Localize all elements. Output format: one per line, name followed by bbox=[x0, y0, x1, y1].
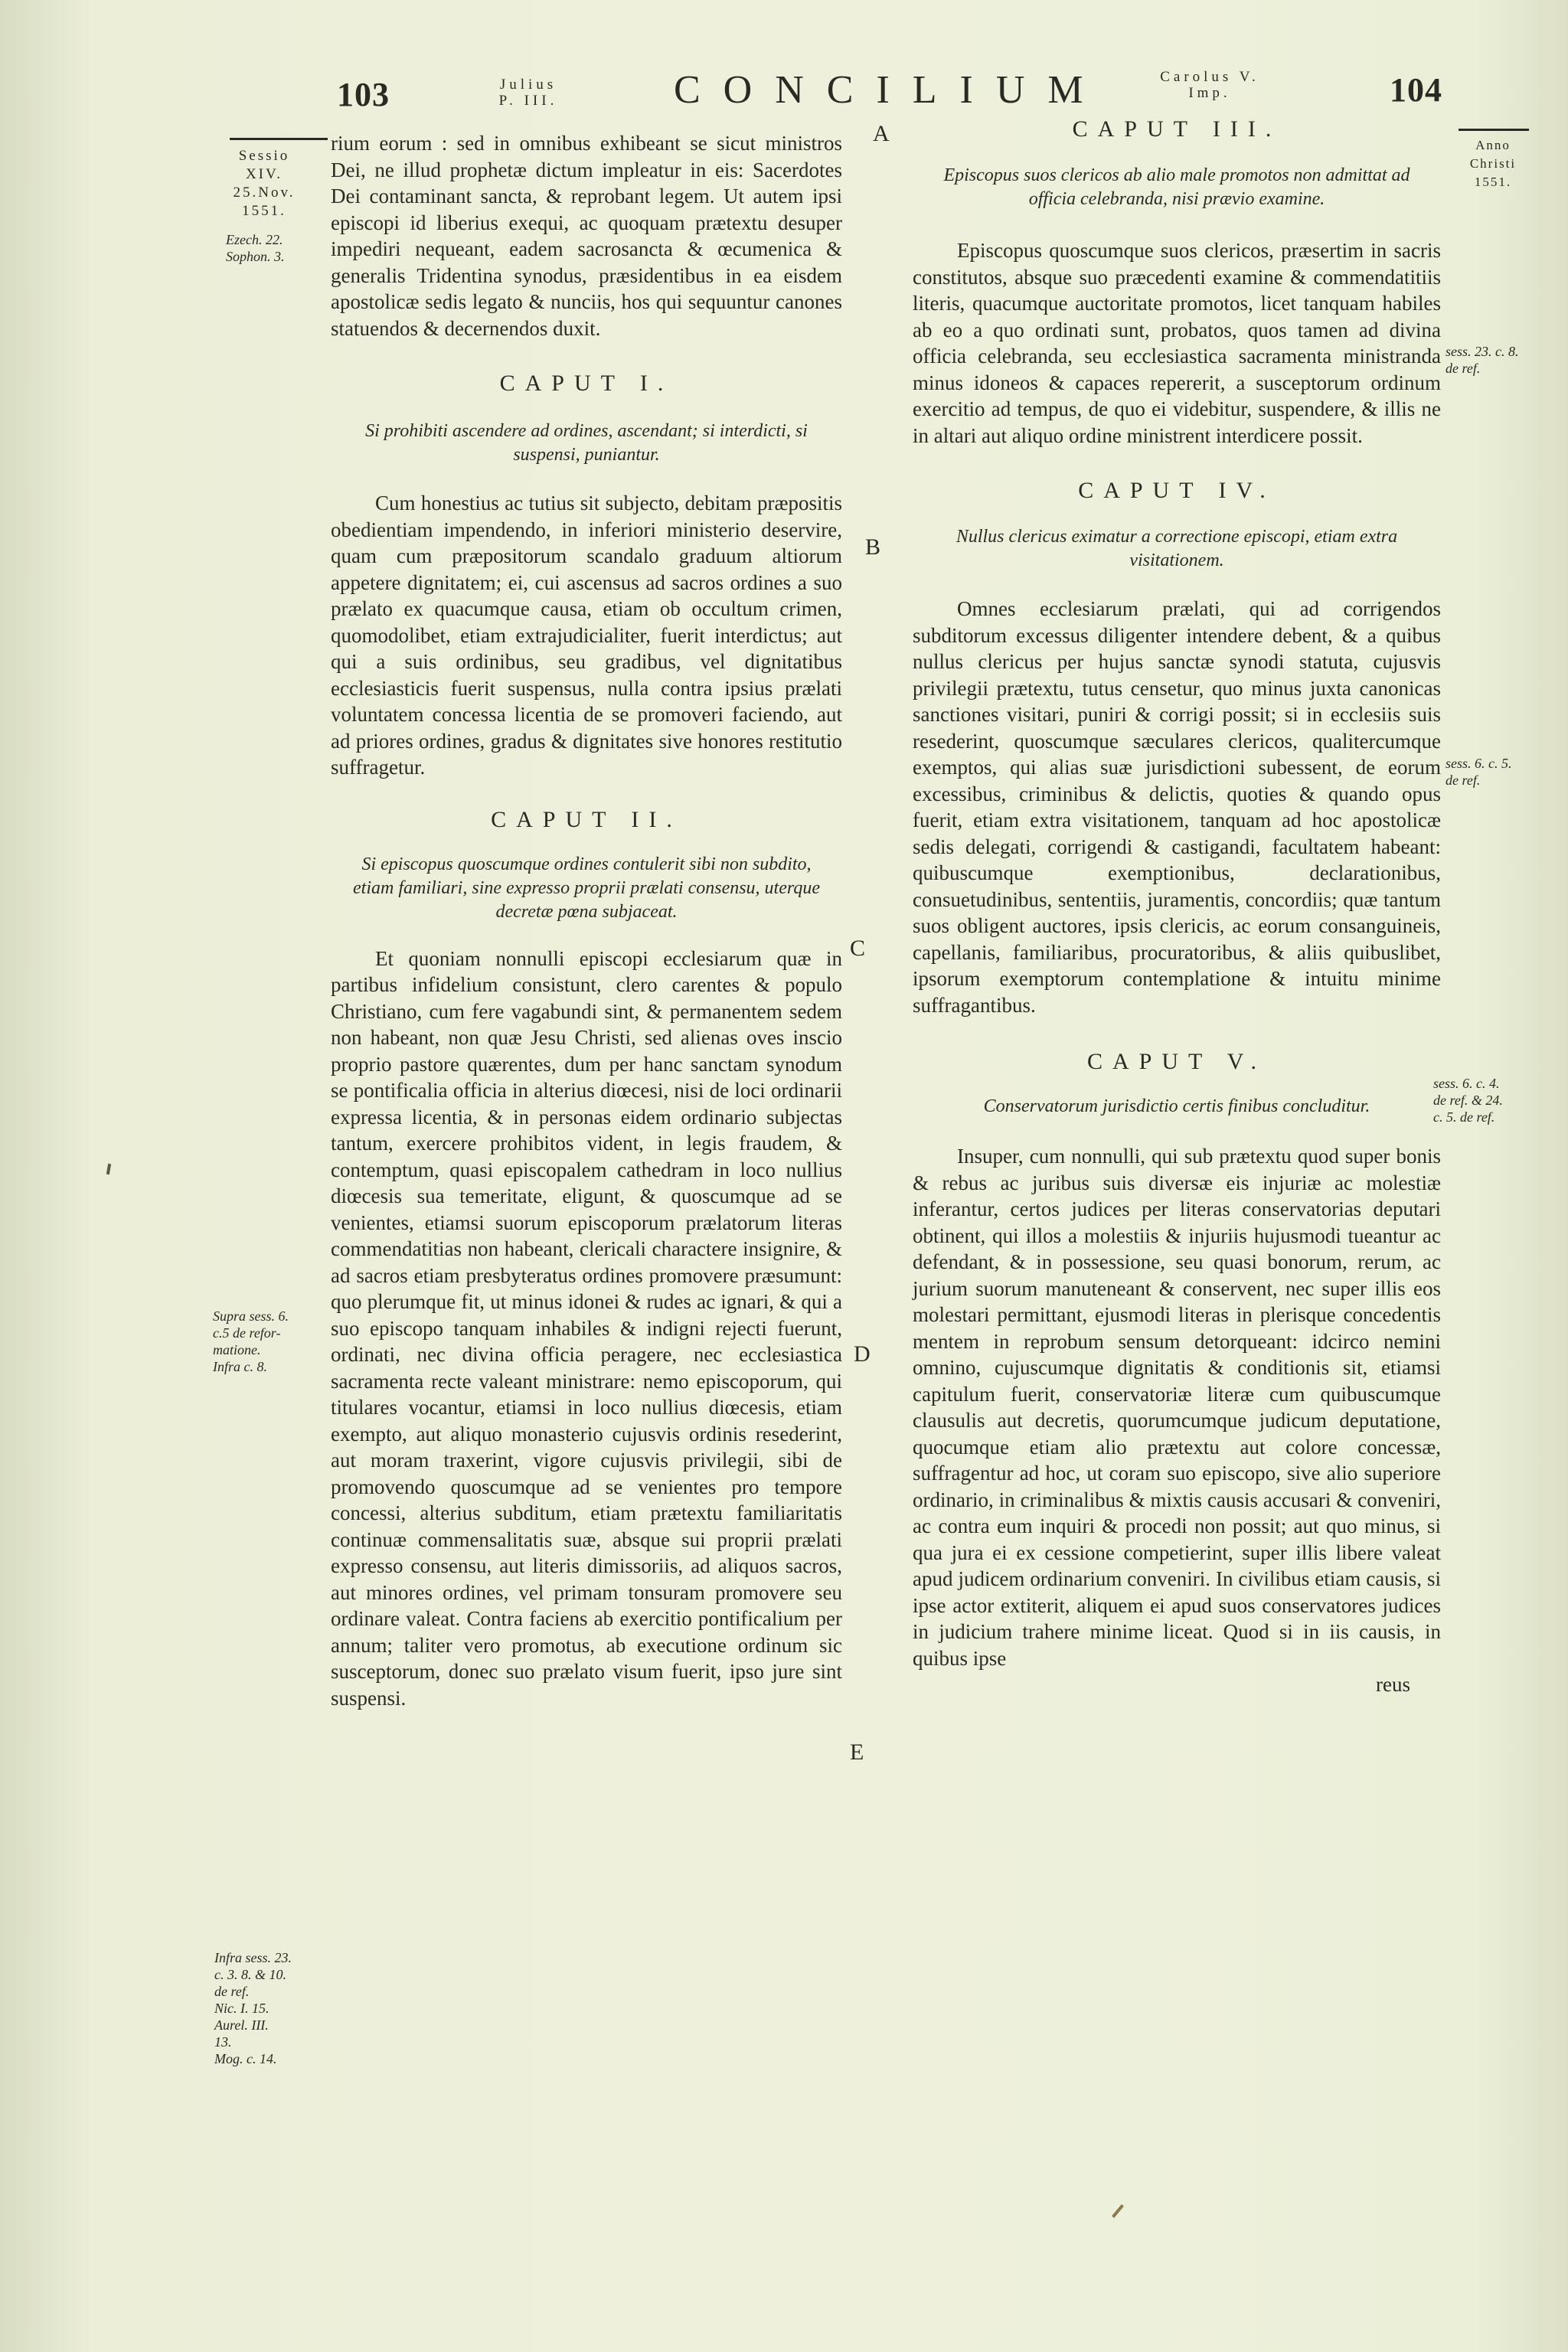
margin-ref-mid-line3: matione. bbox=[213, 1342, 261, 1357]
running-head-right-line2: Imp. bbox=[1188, 85, 1231, 101]
paper-speck bbox=[106, 1164, 111, 1174]
margin-ref-bottom bbox=[214, 1949, 322, 2067]
left-intro-paragraph: rium eorum : sed in omnibus exhibeant se sicut ministros Dei, ne illud prophetæ dictum impleatur in eis: Sacerdotes Dei contaminant sancta, & reprobant legem. Ut autem ipsi episcopi id liberius exequi, ac quoquam prætextu desuper impediri nequeant, eadem sacrosancta & œcumenica & generalis Tridentina synodus, præsidentibus in ea eisdem apostolicæ sedis legato & nunciis, hos qui sequuntur canones statuendos & decernendos duxit. bbox=[331, 132, 842, 340]
left-column bbox=[331, 130, 842, 1711]
caput-1-heading: CAPUT I. bbox=[499, 371, 674, 396]
right-column bbox=[913, 116, 1441, 1698]
margin-ref-mid-line4: Infra c. 8. bbox=[213, 1359, 267, 1374]
margin-anno-line1: Anno bbox=[1475, 138, 1511, 152]
margin-ref-right-3-line1: sess. 6. c. 4. bbox=[1433, 1076, 1500, 1091]
caput-4-heading: CAPUT IV. bbox=[1078, 478, 1276, 503]
margin-ref-bottom-line4: Nic. I. 15. bbox=[214, 2001, 270, 2016]
margin-session-line4: 1551. bbox=[242, 203, 286, 219]
margin-ref-bottom-line5: Aurel. III. bbox=[214, 2017, 269, 2033]
caput-4-text: Omnes ecclesiarum prælati, qui ad corrigendos subditorum excessus diligenter intendere debent, & a quibus nullus clericus per hujus sanctæ synodi statuta, cujusvis privilegii prætextu, tutus censetur, quo minus juxta canonicas sanctiones visitari, puniri & corrigi possit; si in ecclesiis suis resederint, quoscumque sæculares clericos, qualitercumque exemptos, qui alias suæ jurisdictioni subessent, de eorum excessibus, criminibus & delictis, quoties & quando opus fuerit, etiam extra visitationem, tanquam ad hoc apostolicæ sedis delegati, corrigendi & castigandi, facultatem habeant: quibuscumque exemptionibus, declarationibus, consuetudinibus, sententiis, juramentis, concordiis; quæ tantum suos obligent auctores, ipsis clericis, ac eorum consanguineis, capellanis, familiaribus, procuratoribus, & aliis quibuslibet, ipsorum exemptorum contemplatione & intuitu minime suffragantibus. bbox=[913, 597, 1441, 1017]
running-head-left bbox=[475, 77, 582, 109]
running-head-right bbox=[1125, 69, 1294, 101]
margin-ref-right-2 bbox=[1446, 755, 1545, 789]
page-number-left: 103 bbox=[337, 76, 390, 113]
margin-ref-right-2-line2: de ref. bbox=[1446, 773, 1481, 788]
margin-ref-right-3-line2: de ref. & 24. bbox=[1433, 1093, 1503, 1108]
margin-anno-line3: 1551. bbox=[1474, 175, 1512, 189]
margin-ref-right-1-line1: sess. 23. c. 8. bbox=[1446, 344, 1519, 359]
caput-1-text: Cum honestius ac tutius sit subjecto, debitam præpositis obedientiam impendendo, in inferiori ministerio deservire, quam cum præpositorum scandalo graduum altiorum appetere dignitatem; ei, cui ascensus ad sacros ordines a suo prælato ex quacumque causa, etiam ob occultum crimen, quomodolibet, etiam extrajudicialiter, fuerit interdictus; aut qui a suis ordinibus, seu gradibus, vel dignitatibus ecclesiasticis fuerit suspensus, nulla contra ipsius prælati voluntatem concessa licentia de se promoveri faciendo, aut ad priores ordines, gradus & dignitates sive honores restitutio suffragetur. bbox=[331, 492, 842, 779]
margin-anno-christi bbox=[1455, 136, 1531, 191]
catchword: reus bbox=[1376, 1673, 1410, 1696]
margin-ref-bottom-line3: de ref. bbox=[214, 1984, 250, 1999]
margin-ref-mid-line2: c.5 de refor- bbox=[213, 1325, 281, 1341]
margin-ref-bottom-line7: Mog. c. 14. bbox=[214, 2051, 277, 2066]
margin-ref-right-3-line3: c. 5. de ref. bbox=[1433, 1109, 1495, 1125]
running-head-left-line2: P. III. bbox=[498, 93, 558, 109]
margin-ref-bottom-line6: 13. bbox=[214, 2034, 232, 2050]
margin-session-line3: 25.Nov. bbox=[233, 185, 296, 201]
margin-ref-right-2-line1: sess. 6. c. 5. bbox=[1446, 756, 1512, 771]
caput-2-summary: Si episcopus quoscumque ordines contulerit sibi non subdito, etiam familiari, sine expresso proprii prælati consensu, uterque decretæ pœna subjaceat. bbox=[353, 854, 820, 922]
caput-1-summary: Si prohibiti ascendere ad ordines, ascendant; si interdicti, si suspensi, puniantur. bbox=[365, 421, 808, 465]
margin-ref-bottom-line2: c. 3. 8. & 10. bbox=[214, 1967, 286, 1982]
header-rule-right bbox=[1459, 129, 1529, 131]
margin-anno-line2: Christi bbox=[1469, 156, 1517, 171]
running-title: CONCILIUM bbox=[674, 68, 1106, 112]
caput-2-heading: CAPUT II. bbox=[491, 806, 682, 832]
margin-session-note bbox=[214, 147, 314, 220]
caput-3-text: Episcopus quoscumque suos clericos, præsertim in sacris constitutos, absque suo præcedenti examine & commendatitiis literis, quacumque auctoritate promotos, licet tanquam habiles ab eo a quo ordinati sunt, probatos, quos tamen ad divina officia celebranda, seu ecclesiastica sacramenta ministranda minus idoneos & capaces repererit, a susceptorum ordinum exercitio ad tempus, de quo ei videbitur, suspendere, & illis ne in altari aut aliquo ordine ministrent interdicere possit. bbox=[913, 239, 1441, 447]
caput-5-summary: Conservatorum jurisdictio certis finibus concluditur. bbox=[983, 1096, 1370, 1116]
margin-ref-right-1-line2: de ref. bbox=[1446, 361, 1481, 376]
margin-session-line1: Sessio bbox=[238, 148, 290, 164]
section-letter-b: B bbox=[865, 534, 881, 560]
section-letter-a: A bbox=[873, 121, 890, 146]
margin-ref-right-1 bbox=[1446, 343, 1545, 377]
caput-5-text: Insuper, cum nonnulli, qui sub prætextu quod super bonis & rebus ac juribus suis diversæ eis injuriæ ac molestiæ inferantur, certos judices per literas conservatorias deputari obtinent, qui illos a molestiis & injuriis hujusmodi tueantur ac defendant, & in possessione, seu quasi bonorum, rerum, ac jurium suorum manuteneant & conservent, nec super illis eos molestari permittant, ejusmodi literas in plerisque concedentis mentem in reprobum sensum detorqueant: idcirco nemini omnino, cujuscumque dignitatis & conditionis sit, etiamsi capitulum fuerit, conservatoriæ literæ cum quibuscumque clausulis aut decretis, quorumcumque judicum deputatione, quocumque etiam alio prætextu aut colore concessæ, suffragentur ad hoc, ut coram suo episcopo, sive alio superiore ordinario, in criminalibus & mixtis causis accusari & conveniri, ac contra eum inquiri & procedi non possit; aut quo minus, si qua jura ei ex cessione competierint, super illis libere valeat apud judicem ordinarium conveniri. In civilibus etiam causis, si ipse actor extiterit, aliquem ei apud suos conservatores judices in judicium trahere minime liceat. Quod si in iis causis, in quibus ipse bbox=[913, 1145, 1441, 1670]
margin-ref-top-line1: Ezech. 22. bbox=[226, 232, 283, 247]
caput-5-heading: CAPUT V. bbox=[1086, 1049, 1267, 1074]
margin-ref-mid-line1: Supra sess. 6. bbox=[213, 1308, 289, 1324]
margin-ref-right-3 bbox=[1433, 1075, 1540, 1125]
margin-ref-top bbox=[226, 231, 318, 265]
margin-session-line2: XIV. bbox=[245, 166, 283, 182]
caput-2-text: Et quoniam nonnulli episcopi ecclesiarum quæ in partibus infidelium consistunt, clero carentes & populo Christiano, cum fere vagabundi sint, & permanentem sedem non habeant, non quæ Jesu Christi, sed alienas oves inscio proprio pastore quærentes, dum per hanc sanctam synodum se pontificalia officia in alterius diœcesi, nisi de loci ordinarii expressa licentia, & in personas eidem ordinario subjectas tantum, exercere prohibitos vident, in legis fraudem, & contemptum, quasi episcopalem cathedram in loco nullius diœcesis sua temeritate, eligunt, & quoscumque ad se venientes, etiamsi suorum episcoporum prælatorum literas commendatitias non habeant, clericali charactere insignire, & ad sacros etiam presbyteratus ordines promovere præsumunt: quo plerumque fit, ut minus idonei & rudes ac ignari, & qui a suo episcopo tanquam inhabiles & indigni rejecti fuerunt, ordinati, nec divina officia peragere, nec ecclesiastica sacramenta recte valeant ministrare: nemo episcoporum, qui titulares vocantur, etiamsi in loco nullius diœcesis, etiam exempto, aut aliquo monasterio cujusvis ordinis resederint, aut moram traxerint, vigore cujusvis privilegii, sibi de promovendo quoscumque ad se venientes pro tempore concessi, alterius subditum, etiam prætextu familiaritatis continuæ commensalitatis suæ, absque sui proprii prælati expresso consensu, aut literis dimissoriis, ad aliquos sacros, aut minores ordines, vel primam tonsuram promovere seu ordinare valeat. Contra faciens ab exercitio pontificalium per annum; taliter vero promotus, ab executione ordinum sic susceptorum, donec suo prælato visum fuerit, ipso jure sint suspensi. bbox=[331, 946, 842, 1710]
section-letter-c: C bbox=[850, 936, 866, 961]
section-letter-d: D bbox=[854, 1341, 871, 1367]
margin-ref-mid bbox=[213, 1308, 320, 1375]
page-number-right: 104 bbox=[1390, 71, 1442, 109]
caput-3-summary: Episcopus suos clericos ab alio male promotos non admittat ad officia celebranda, nisi prævio examine. bbox=[943, 165, 1410, 209]
margin-ref-top-line2: Sophon. 3. bbox=[226, 249, 285, 264]
header-rule-left bbox=[230, 138, 328, 140]
section-letter-e: E bbox=[850, 1740, 864, 1765]
running-head-right-line1: Carolus V. bbox=[1160, 69, 1259, 85]
paper-speck bbox=[1112, 2204, 1124, 2218]
caput-3-heading: CAPUT III. bbox=[1072, 116, 1282, 142]
running-head-left-line1: Julius bbox=[499, 77, 557, 93]
caput-4-summary: Nullus clericus eximatur a correctione episcopi, etiam extra visitationem. bbox=[956, 527, 1398, 570]
margin-ref-bottom-line1: Infra sess. 23. bbox=[214, 1950, 292, 1965]
